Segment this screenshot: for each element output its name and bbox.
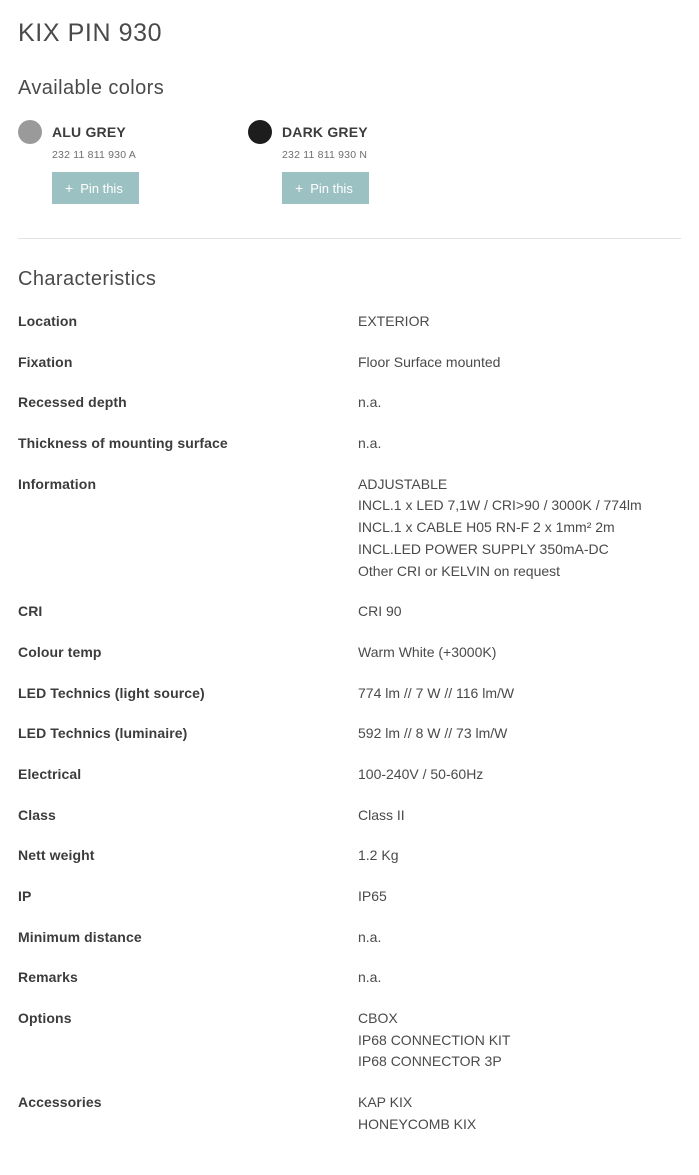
characteristic-value bbox=[358, 886, 681, 927]
characteristic-value-line: Class II bbox=[358, 806, 405, 823]
color-code: 232 11 811 930 A bbox=[52, 149, 136, 161]
characteristic-value-line: HONEYCOMB KIX bbox=[358, 1115, 477, 1132]
table-row bbox=[18, 352, 681, 393]
table-row bbox=[18, 433, 681, 474]
characteristic-value-line: INCL.1 x CABLE H05 RN-F 2 x 1mm² 2m bbox=[358, 519, 615, 536]
color-code: 232 11 811 930 N bbox=[282, 149, 368, 161]
characteristic-key: Recessed depth bbox=[18, 394, 127, 411]
color-header bbox=[18, 120, 248, 144]
characteristic-value bbox=[358, 927, 681, 968]
characteristic-value-line: ADJUSTABLE bbox=[358, 475, 448, 492]
color-swatch-icon bbox=[18, 120, 42, 144]
characteristic-value bbox=[358, 683, 681, 724]
table-row bbox=[18, 927, 681, 968]
characteristic-key: LED Technics (light source) bbox=[18, 684, 205, 701]
characteristic-value bbox=[358, 1092, 681, 1154]
characteristic-value-line: 1.2 Kg bbox=[358, 847, 399, 864]
characteristic-value-line: KAP KIX bbox=[358, 1094, 413, 1111]
available-colors-list bbox=[18, 120, 681, 204]
table-row bbox=[18, 642, 681, 683]
available-colors-heading: Available colors bbox=[18, 77, 165, 99]
characteristic-key: Remarks bbox=[18, 969, 78, 986]
characteristic-value bbox=[358, 311, 681, 352]
table-row bbox=[18, 311, 681, 352]
table-row bbox=[18, 683, 681, 724]
characteristic-value-line: 774 lm // 7 W // 116 lm/W bbox=[358, 684, 515, 701]
pin-this-button[interactable] bbox=[52, 172, 139, 204]
pin-this-label: Pin this bbox=[80, 180, 123, 196]
characteristic-value-line: CBOX bbox=[358, 1010, 398, 1027]
table-row bbox=[18, 886, 681, 927]
pin-this-button[interactable] bbox=[282, 172, 369, 204]
color-option-dark-grey[interactable] bbox=[248, 120, 478, 204]
characteristic-key: Information bbox=[18, 475, 97, 492]
characteristic-value bbox=[358, 352, 681, 393]
characteristic-value-line: INCL.1 x LED 7,1W / CRI>90 / 3000K / 774lm bbox=[358, 497, 642, 514]
characteristic-value bbox=[358, 723, 681, 764]
characteristic-key: CRI bbox=[18, 603, 43, 620]
characteristic-value-line: 592 lm // 8 W // 73 lm/W bbox=[358, 725, 508, 742]
characteristic-value-line: INCL.LED POWER SUPPLY 350mA-DC bbox=[358, 540, 609, 557]
characteristics-heading: Characteristics bbox=[18, 268, 157, 290]
characteristic-value-line: n.a. bbox=[358, 969, 382, 986]
characteristic-value-line: n.a. bbox=[358, 928, 382, 945]
characteristic-value bbox=[358, 433, 681, 474]
characteristic-key: LED Technics (luminaire) bbox=[18, 725, 188, 742]
table-row bbox=[18, 392, 681, 433]
characteristic-value-line: CRI 90 bbox=[358, 603, 402, 620]
characteristic-key: Options bbox=[18, 1010, 72, 1027]
table-row bbox=[18, 723, 681, 764]
characteristic-key: Minimum distance bbox=[18, 928, 142, 945]
table-row bbox=[18, 1092, 681, 1154]
pin-this-label: Pin this bbox=[310, 180, 353, 196]
characteristic-value-line: IP65 bbox=[358, 888, 387, 904]
color-header bbox=[248, 120, 478, 144]
color-name: ALU GREY bbox=[52, 124, 126, 140]
characteristic-value bbox=[358, 474, 681, 601]
table-row bbox=[18, 764, 681, 805]
characteristic-key: Class bbox=[18, 806, 56, 823]
characteristic-value-line: EXTERIOR bbox=[358, 313, 430, 329]
characteristic-value bbox=[358, 601, 681, 642]
characteristic-key: Colour temp bbox=[18, 643, 102, 660]
characteristic-value-line: Other CRI or KELVIN on request bbox=[358, 562, 561, 579]
characteristic-value bbox=[358, 1008, 681, 1092]
section-divider bbox=[18, 238, 681, 239]
characteristic-value-line: n.a. bbox=[358, 435, 382, 452]
characteristic-key: IP bbox=[18, 888, 32, 904]
characteristic-value-line: Floor Surface mounted bbox=[358, 353, 501, 370]
color-option-alu-grey[interactable] bbox=[18, 120, 248, 204]
table-row bbox=[18, 474, 681, 601]
characteristic-key: Nett weight bbox=[18, 847, 95, 864]
characteristic-value-line: n.a. bbox=[358, 394, 382, 411]
table-row bbox=[18, 967, 681, 1008]
characteristics-table bbox=[18, 311, 681, 1155]
color-swatch-icon bbox=[248, 120, 272, 144]
plus-icon: + bbox=[65, 180, 74, 196]
characteristic-key: Thickness of mounting surface bbox=[18, 435, 228, 452]
characteristic-key: Location bbox=[18, 313, 78, 329]
characteristic-key: Accessories bbox=[18, 1094, 102, 1111]
characteristics-table-body bbox=[18, 311, 681, 1155]
characteristic-value bbox=[358, 392, 681, 433]
characteristic-key: Electrical bbox=[18, 765, 82, 782]
characteristic-value bbox=[358, 967, 681, 1008]
table-row bbox=[18, 845, 681, 886]
characteristic-key: Fixation bbox=[18, 353, 73, 370]
table-row bbox=[18, 805, 681, 846]
characteristic-value bbox=[358, 642, 681, 683]
plus-icon: + bbox=[295, 180, 304, 196]
table-row bbox=[18, 1008, 681, 1092]
characteristic-value-line: 100-240V / 50-60Hz bbox=[358, 765, 484, 782]
color-name: DARK GREY bbox=[282, 124, 368, 140]
characteristic-value-line: IP68 CONNECTION KIT bbox=[358, 1031, 511, 1048]
page-title: KIX PIN 930 bbox=[18, 19, 163, 47]
characteristic-value-line: Warm White (+3000K) bbox=[358, 643, 497, 660]
characteristic-value bbox=[358, 845, 681, 886]
characteristic-value-line: IP68 CONNECTOR 3P bbox=[358, 1053, 502, 1070]
characteristic-value bbox=[358, 805, 681, 846]
characteristic-value bbox=[358, 764, 681, 805]
table-row bbox=[18, 601, 681, 642]
